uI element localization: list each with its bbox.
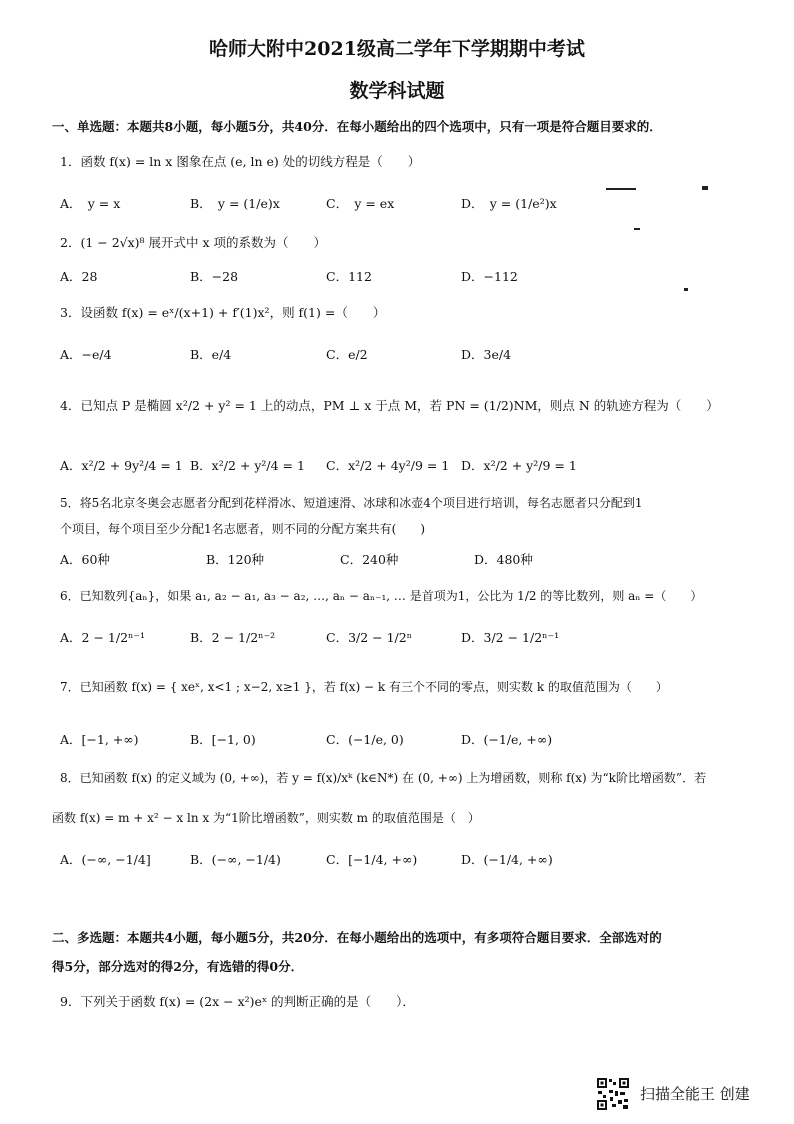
q2-option-b: B．−28 [190, 269, 239, 284]
exam-subtitle: 数学科试题 [349, 80, 445, 102]
q3-option-b: B．e/4 [190, 347, 232, 362]
q8-option-c: C．[−1/4, +∞) [326, 852, 418, 867]
q7-option-c: C．(−1/e, 0) [326, 732, 404, 747]
section-one-heading: 一、单选题：本题共8小题，每小题5分，共40分．在每小题给出的四个选项中，只有一项是符合题目要求的． [52, 119, 662, 134]
q2-option-c: C．112 [326, 269, 372, 284]
q5-option-a: A．60种 [60, 552, 110, 567]
q5-option-c: C．240种 [340, 552, 399, 567]
q3-option-a: A．−e/4 [60, 347, 112, 362]
q2-option-a: A．28 [60, 269, 98, 284]
question-4: 4．已知点 P 是椭圆 x²/2 + y² = 1 上的动点，PM ⊥ x 于点 M，若 PN = (1/2)NM，则点 N 的轨迹方程为（ ） [60, 398, 719, 413]
qr-code-icon [596, 1077, 630, 1111]
q6-option-c: C．3/2 − 1/2ⁿ [326, 630, 413, 645]
question-8-continued: 函数 f(x) = m + x² − x ln x 为“1阶比增函数”，则实数 m 的取值范围是（ ） [52, 811, 480, 825]
q4-option-c: C．x²/2 + 4y²/9 = 1 [326, 458, 450, 473]
q4-option-b: B．x²/2 + y²/4 = 1 [190, 458, 305, 473]
scanner-watermark: 扫描全能王 创建 [640, 1085, 750, 1103]
question-5: 5．将5名北京冬奥会志愿者分配到花样滑冰、短道速滑、冰球和冰壶4个项目进行培训，每名志愿者只分配到1 [60, 496, 643, 510]
question-8: 8．已知函数 f(x) 的定义域为 (0, +∞)，若 y = f(x)/xᵏ (k∈N*) 在 (0, +∞) 上为增函数，则称 f(x) 为“k阶比增函数”．若 [60, 771, 707, 785]
q4-option-a: A．x²/2 + 9y²/4 = 1 [60, 458, 183, 473]
q5-option-d: D．480种 [474, 552, 533, 567]
q6-option-d: D．3/2 − 1/2ⁿ⁻¹ [461, 630, 560, 645]
scan-mark [606, 188, 636, 190]
scan-mark [684, 288, 688, 291]
question-6: 6．已知数列{aₙ}，如果 a₁, a₂ − a₁, a₃ − a₂, …, aₙ − aₙ₋₁, … 是首项为1，公比为 1/2 的等比数列，则 aₙ =（ ） [60, 589, 703, 603]
q7-option-d: D．(−1/e, +∞) [461, 732, 553, 747]
q3-option-d: D．3e/4 [461, 347, 512, 362]
q1-option-b: B． y = (1/e)x [190, 196, 280, 211]
q4-option-d: D．x²/2 + y²/9 = 1 [461, 458, 577, 473]
question-9: 9．下列关于函数 f(x) = (2x − x²)eˣ 的判断正确的是（ ）． [60, 994, 415, 1009]
question-5-continued: 个项目，每个项目至少分配1名志愿者，则不同的分配方案共有( ) [60, 522, 426, 536]
question-7: 7．已知函数 f(x) = { xeˣ, x<1 ; x−2, x≥1 }，若 f(x) − k 有三个不同的零点，则实数 k 的取值范围为（ ） [60, 680, 668, 694]
q6-option-b: B．2 − 1/2ⁿ⁻² [190, 630, 276, 645]
scan-mark [702, 186, 708, 190]
question-3: 3．设函数 f(x) = eˣ/(x+1) + f′(1)x²，则 f(1) =（ ） [60, 305, 386, 320]
q7-option-b: B．[−1, 0) [190, 732, 256, 747]
section-two-heading: 二、多选题：本题共4小题，每小题5分，共20分．在每小题给出的选项中，有多项符合题目要求．全部选对的 [52, 930, 662, 945]
section-two-heading-continued: 得5分，部分选对的得2分，有选错的得0分． [52, 959, 304, 974]
q8-option-b: B．(−∞, −1/4) [190, 852, 281, 867]
q2-option-d: D．−112 [461, 269, 518, 284]
q1-option-c: C． y = ex [326, 196, 395, 211]
q7-option-a: A．[−1, +∞) [60, 732, 139, 747]
q1-option-a: A． y = x [60, 196, 121, 211]
q5-option-b: B．120种 [206, 552, 265, 567]
q3-option-c: C．e/2 [326, 347, 368, 362]
q8-option-a: A．(−∞, −1/4] [60, 852, 151, 867]
question-1: 1．函数 f(x) = ln x 图象在点 (e, ln e) 处的切线方程是（ ） [60, 154, 421, 169]
exam-title: 哈师大附中2021级高二学年下学期期中考试 [209, 38, 585, 60]
q8-option-d: D．(−1/4, +∞) [461, 852, 553, 867]
q1-option-d: D． y = (1/e²)x [461, 196, 557, 211]
question-2: 2．(1 − 2√x)⁸ 展开式中 x 项的系数为（ ） [60, 235, 327, 250]
scan-mark [634, 228, 640, 230]
q6-option-a: A．2 − 1/2ⁿ⁻¹ [60, 630, 146, 645]
